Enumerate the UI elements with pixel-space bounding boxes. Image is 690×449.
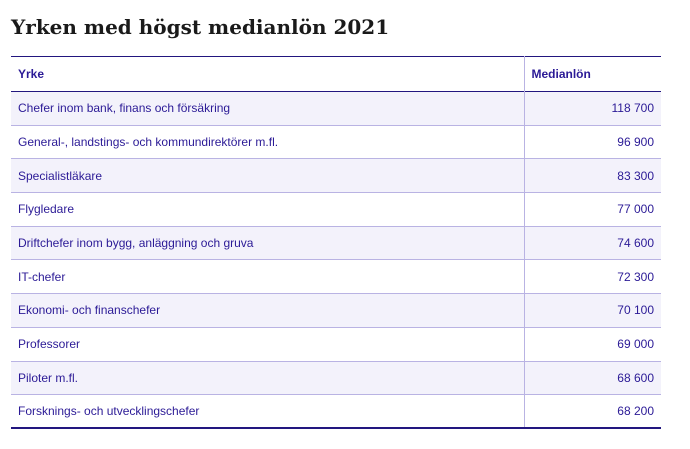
occupation-cell: Ekonomi- och finanschefer (18, 303, 161, 318)
occupation-cell: IT-chefer (18, 269, 66, 284)
table-row (11, 260, 661, 294)
salary-cell: 70 100 (524, 294, 661, 328)
occupation-cell: Forsknings- och utvecklingschefer (18, 404, 200, 419)
occupation-cell: Professorer (18, 337, 81, 352)
table-row (11, 294, 661, 328)
salary-cell: 74 600 (524, 226, 661, 260)
salary-cell: 68 200 (524, 395, 661, 429)
table-row (11, 226, 661, 260)
occupation-cell: Flygledare (18, 202, 75, 217)
table-row (11, 125, 661, 159)
column-header-occupation: Yrke (18, 67, 45, 81)
salary-cell: 118 700 (524, 92, 661, 126)
occupation-cell: Driftchefer inom bygg, anläggning och gruva (18, 236, 254, 251)
table-row (11, 361, 661, 395)
occupation-cell: General-, landstings- och kommundirektörer m.fl. (18, 135, 279, 150)
salary-cell: 96 900 (524, 125, 661, 159)
salary-cell: 77 000 (524, 193, 661, 227)
salary-table (11, 56, 661, 429)
salary-cell: 68 600 (524, 361, 661, 395)
occupation-cell: Piloter m.fl. (18, 370, 79, 385)
table-row (11, 92, 661, 126)
table-header-row (11, 57, 661, 92)
occupation-cell: Chefer inom bank, finans och försäkring (18, 101, 231, 116)
table-row (11, 327, 661, 361)
page-title: Yrken med högst medianlön 2021 (11, 15, 390, 39)
table-row (11, 159, 661, 193)
table-row (11, 193, 661, 227)
column-header-salary: Medianlön (524, 57, 661, 92)
occupation-cell: Specialistläkare (18, 168, 103, 183)
salary-cell: 72 300 (524, 260, 661, 294)
table-row (11, 395, 661, 429)
salary-cell: 83 300 (524, 159, 661, 193)
salary-cell: 69 000 (524, 327, 661, 361)
